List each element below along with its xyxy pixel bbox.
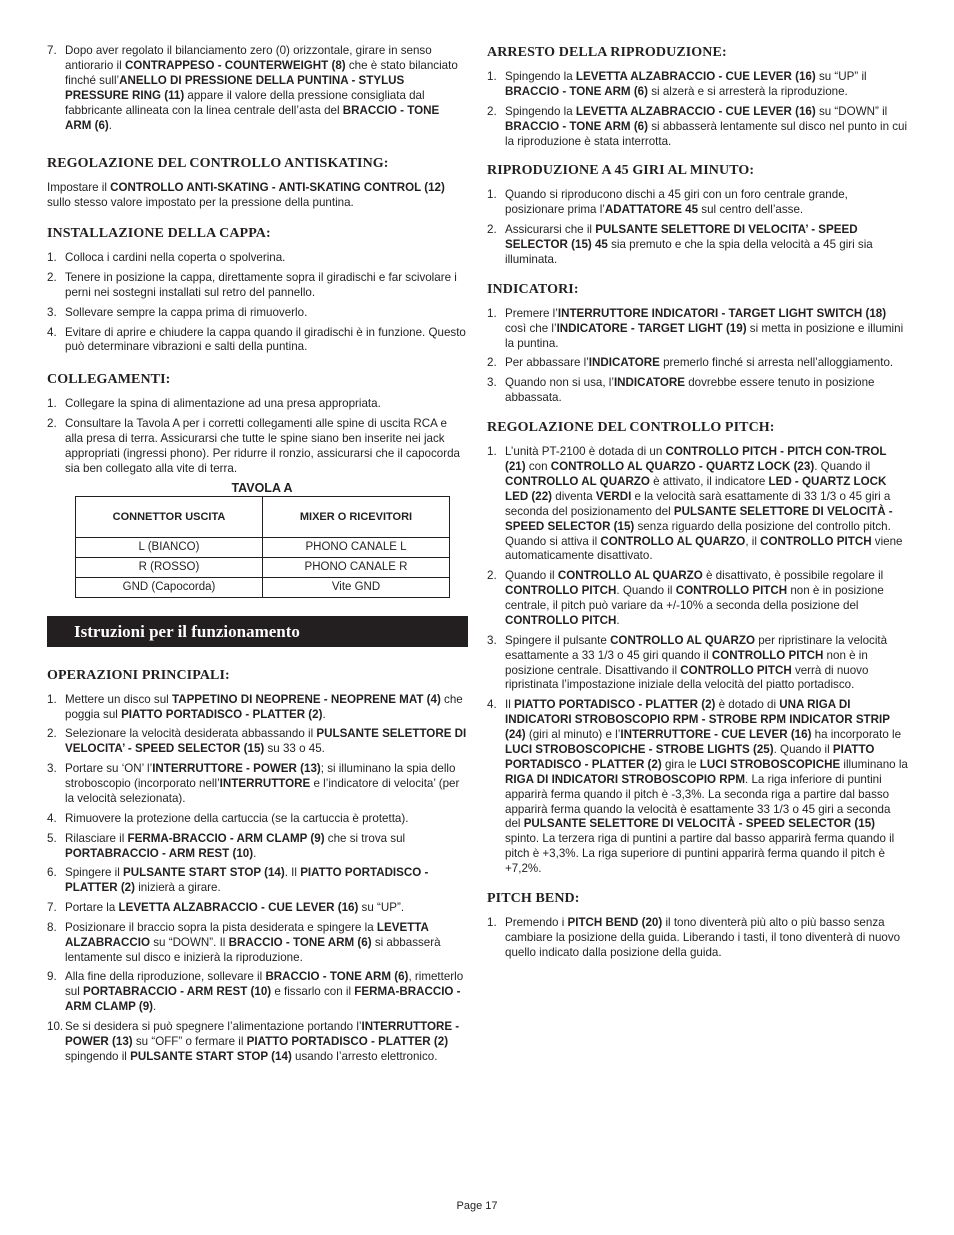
- list-item: [47, 812, 468, 827]
- list-item: [487, 634, 908, 694]
- item-text: Spingere il pulsante CONTROLLO AL QUARZO per ripristinare la velocità esattamente a 33 1/3 o 45 giri quando il CONTROLLO PITCH non è in posizione centrale. Disattivando il CONTROLLO PITCH verrà di nuovo ripristinata l’impostazione iniziale della velocità del piatto portadisco.: [505, 633, 888, 692]
- step-list: [487, 70, 908, 149]
- item-number: 2.: [47, 271, 57, 285]
- list-item: [47, 762, 468, 807]
- item-number: 1.: [47, 692, 57, 706]
- item-number: 3.: [47, 305, 57, 319]
- step-list: [487, 445, 908, 877]
- step-list: [487, 188, 908, 267]
- list-item: [487, 70, 908, 100]
- item-text: Il PIATTO PORTADISCO - PLATTER (2) è dotado di UNA RIGA DI INDICATORI STROBOSCOPIO RPM - STROBE RPM INDICATOR STRIP (24) (giri al minuto) e l’INTERRUTTORE - CUE LEVER (16) ha incorporato le LUCI STROBOSCOPICHE - STROBE LIGHTS (25). Quando il PIATTO PORTADISCO - PLATTER (2) gira le LUCI STROBOSCOPICHE illuminano la RIGA DI INDICATORI STROBOSCOPIO RPM. La riga inferiore di puntini apparirà ferma quando il pitch è -3,3%. La seconda riga a partire dal basso apparirà ferma quando la velocità è esattamente 33 1/3 o 45 giri a seconda del PULSANTE SELETTORE DI VELOCITÀ - SPEED SELECTOR (15) spinto. La terzera riga di puntini a partire dal basso apparirà ferma quando il pitch è +3,3%. La riga superiore di puntini apparirà ferma quando il pitch è +7,2%.: [505, 698, 908, 876]
- item-text: L’unità PT-2100 è dotada di un CONTROLLO PITCH - PITCH CON-TROL (21) con CONTROLLO AL QUARZO - QUARTZ LOCK (23). Quando il CONTROLLO AL QUARZO è attivato, il indicatore LED - QUARTZ LOCK LED (22) diventa VERDI e la velocità sarà esattamente di 33 1/3 o 45 giri a seconda del posizionamento del PULSANTE SELETTORE DI VELOCITÀ - SPEED SELECTOR (15) senza riguardo della posizione del controllo pitch. Quando si attiva il CONTROLLO AL QUARZO, il CONTROLLO PITCH viene automaticamente disattivato.: [505, 445, 903, 563]
- item-number: 7.: [47, 901, 57, 914]
- item-text: Colloca i cardini nella coperta o spolverina.: [65, 251, 286, 265]
- item-text: Quando si riproducono dischi a 45 giri con un foro centrale grande, posizionare prima l’ADATTATORE 45 sul centro dell’asse.: [505, 188, 848, 217]
- item-text: Quando non si usa, l’INDICATORE dovrebbe essere tenuto in posizione abbassata.: [505, 376, 875, 405]
- list-item: [487, 376, 908, 406]
- item-number: 4.: [47, 811, 57, 825]
- item-text: Premere l’INTERRUTTORE INDICATORI - TARGET LIGHT SWITCH (18) così che l’INDICATORE - TARGET LIGHT (19) si metta in posizione e illumini la puntina.: [505, 306, 904, 350]
- bend-section: [487, 890, 908, 961]
- item-number: 8.: [47, 920, 57, 934]
- section-heading: INDICATORI:: [487, 281, 579, 297]
- item-number: 1.: [487, 306, 497, 320]
- list-item: [47, 693, 468, 723]
- item-number: 2.: [487, 569, 497, 583]
- table-header-cell: MIXER O RICEVITORI: [263, 496, 450, 537]
- item-text: Dopo aver regolato il bilanciamento zero (0) orizzontale, girare in senso antiorario il CONTRAPPESO - COUNTERWEIGHT (8) che è stato bilanciato finché sull’ANELLO DI PRESSIONE DELLA PUNTINA - STYLUS PRESSURE RING (11) appare il valore della pressione consigliata dal fabbricante allineata con la linea centrale dell’asta del BRACCIO - TONE ARM (6).: [65, 44, 458, 132]
- list-item: [487, 223, 908, 268]
- list-item: [47, 44, 468, 133]
- list-item: [487, 569, 908, 629]
- table-cell: PHONO CANALE R: [263, 557, 450, 577]
- table-cell: L (BIANCO): [76, 537, 263, 557]
- item-number: 1.: [487, 188, 497, 202]
- item-number: 3.: [487, 376, 497, 390]
- list-item: [47, 251, 468, 266]
- section-heading: REGOLAZIONE DEL CONTROLLO PITCH:: [487, 420, 775, 436]
- item-text: Per abbassare l’INDICATORE premerlo finché si arresta nell’alloggiamento.: [505, 356, 894, 370]
- item-number: 2.: [487, 356, 497, 370]
- item-number: 3.: [47, 762, 57, 776]
- item-text: Assicurarsi che il PULSANTE SELETTORE DI VELOCITA’ - SPEED SELECTOR (15) 45 sia premuto e che la spia della velocità a 45 giri sia illuminata.: [505, 223, 873, 266]
- list-item: [47, 866, 468, 896]
- list-item: [47, 1020, 468, 1065]
- item-number: 2.: [487, 223, 497, 237]
- connection-table: [75, 496, 450, 598]
- list-item: [47, 901, 468, 916]
- item-text: Sollevare sempre la cappa prima di rimuoverlo.: [65, 305, 308, 319]
- item-number: 4.: [487, 698, 497, 712]
- list-item: [487, 698, 908, 877]
- list-item: [47, 417, 468, 477]
- item-text: Collegare la spina di alimentazione ad una presa appropriata.: [65, 397, 381, 411]
- item-text: Quando il CONTROLLO AL QUARZO è disattivato, è possibile regolare il CONTROLLO PITCH. Quando il CONTROLLO PITCH non è in posizione centrale, il pitch può variare da +/-10% a seconda della posizione del CONTROLLO PITCH.: [505, 569, 884, 627]
- section-heading: REGOLAZIONE DEL CONTROLLO ANTISKATING:: [47, 156, 389, 172]
- list-item: [47, 727, 468, 757]
- indicatori-section: [487, 281, 908, 406]
- item-number: 1.: [487, 445, 497, 459]
- section-heading: PITCH BEND:: [487, 891, 580, 907]
- left-column: [47, 44, 468, 1065]
- item-text: Posizionare il braccio sopra la pista desiderata e spingere la LEVETTA ALZABRACCIO su “DOWN”. Il BRACCIO - TONE ARM (6) si abbasserà lentamente sul disco e inizierà la riproduzione.: [65, 920, 441, 964]
- right-column: [487, 44, 908, 961]
- step-list: [47, 397, 468, 476]
- list-item: [47, 921, 468, 966]
- list-item: [47, 271, 468, 301]
- cappa-section: [47, 225, 468, 355]
- giri45-section: [487, 162, 908, 267]
- item-number: 1.: [487, 916, 497, 930]
- arresto-section: [487, 44, 908, 149]
- item-number: 2.: [47, 727, 57, 741]
- item-text: Consultare la Tavola A per i corretti collegamenti alle spine di uscita RCA e alla presa di terra. Assicurarsi che tutte le spine siano ben inserite nei jack appropriati (ingressi phono). Per ridurre il ronzio, assicurarsi che il capocorda sia ben collegato alla vite di terra.: [65, 417, 461, 475]
- operazioni-section: [47, 667, 468, 1065]
- item-text: Se si desidera si può spegnere l’alimentazione portando l’INTERRUTTORE - POWER (13) su “OFF” o fermare il PIATTO PORTADISCO - PLATTER (2) spingendo il PULSANTE START STOP (14) usando l’arresto elettronico.: [65, 1020, 460, 1063]
- section-heading: OPERAZIONI PRINCIPALI:: [47, 667, 230, 683]
- item-text: Spingendo la LEVETTA ALZABRACCIO - CUE LEVER (16) su “UP” il BRACCIO - TONE ARM (6) si alzerà e si arresterà la riproduzione.: [505, 70, 867, 98]
- step-list: [47, 693, 468, 1065]
- list-item: [47, 832, 468, 862]
- list-item: [47, 970, 468, 1015]
- item-number: 10.: [47, 1020, 64, 1034]
- list-item: [47, 306, 468, 321]
- section-banner: Istruzioni per il funzionamento: [47, 616, 468, 647]
- item-number: 9.: [47, 970, 57, 984]
- table-cell: GND (Capocorda): [76, 577, 263, 597]
- section-heading: RIPRODUZIONE A 45 GIRI AL MINUTO:: [487, 163, 755, 179]
- list-item: [487, 307, 908, 352]
- list-item: [487, 445, 908, 564]
- collegamenti-section: [47, 371, 468, 476]
- list-item: [487, 188, 908, 218]
- list-item: [487, 356, 908, 371]
- step-list: [487, 916, 908, 961]
- list-item: [47, 397, 468, 412]
- table-cell: PHONO CANALE L: [263, 537, 450, 557]
- table-cell: R (ROSSO): [76, 557, 263, 577]
- item-number: 1.: [47, 397, 57, 411]
- item-number: 2.: [487, 104, 497, 118]
- table-row: [76, 557, 450, 577]
- item-text: Premendo i PITCH BEND (20) il tono diventerà più alto o più basso senza cambiare la posizione della guida. Liberando i tasti, il tono diventerà di nuovo quello indicato dalla posizione della guida.: [505, 916, 901, 959]
- item-number: 6.: [47, 866, 57, 880]
- step-list: [47, 44, 468, 133]
- section-heading: ARRESTO DELLA RIPRODUZIONE:: [487, 45, 727, 60]
- item-number: 3.: [487, 633, 497, 647]
- antiskating-text: Impostare il CONTROLLO ANTI-SKATING - ANTI-SKATING CONTROL (12) sullo stesso valore impostato per la pressione della puntina.: [47, 181, 445, 210]
- list-item: [47, 326, 468, 356]
- item-text: Mettere un disco sul TAPPETINO DI NEOPRENE - NEOPRENE MAT (4) che poggia sul PIATTO PORTADISCO - PLATTER (2).: [65, 692, 463, 721]
- table-row: [76, 577, 450, 597]
- table-header-cell: CONNETTOR USCITA: [76, 496, 263, 537]
- item-text: Rilasciare il FERMA-BRACCIO - ARM CLAMP (9) che si trova sul PORTABRACCIO - ARM REST (10).: [65, 831, 406, 860]
- antiskating-section: [47, 155, 468, 211]
- item-number: 7.: [47, 44, 57, 57]
- section-heading: INSTALLAZIONE DELLA CAPPA:: [47, 226, 271, 242]
- item-text: Portare su ‘ON’ l’INTERRUTTORE - POWER (13); si illuminano la spia dello stroboscopio (incorporato nell’INTERRUTTORE e l’indicatore di velocita’ (per la velocità selezionata).: [65, 762, 460, 805]
- item-number: 5.: [47, 831, 57, 845]
- item-number: 1.: [487, 70, 497, 83]
- item-text: Evitare di aprire e chiudere la cappa quando il giradischi è in funzione. Questo può determinare vibrazioni e salti della puntina.: [65, 325, 466, 354]
- section-heading: COLLEGAMENTI:: [47, 372, 171, 388]
- item-text: Spingendo la LEVETTA ALZABRACCIO - CUE LEVER (16) su “DOWN” il BRACCIO - TONE ARM (6) si abbasserà lentamente sul disco nel punto in cui la riproduzione è stata interrotta.: [505, 104, 908, 148]
- pitch-section: [487, 419, 908, 877]
- item-text: Rimuovere la protezione della cartuccia (se la cartuccia è protetta).: [65, 811, 409, 825]
- step-list: [47, 251, 468, 355]
- item-number: 2.: [47, 417, 57, 431]
- table-row: [76, 537, 450, 557]
- item-number: 4.: [47, 325, 57, 339]
- step-list: [487, 307, 908, 406]
- table-cell: Vite GND: [263, 577, 450, 597]
- item-text: Portare la LEVETTA ALZABRACCIO - CUE LEVER (16) su “UP”.: [65, 901, 405, 914]
- list-item: [487, 916, 908, 961]
- item-text: Tenere in posizione la cappa, direttamente sopra il giradischi e far scivolare i perni nei sostegni installati sul retro del pannello.: [65, 271, 457, 299]
- table-caption: TAVOLA A: [231, 480, 293, 495]
- item-number: 1.: [47, 251, 57, 265]
- item-text: Alla fine della riproduzione, sollevare il BRACCIO - TONE ARM (6), rimetterlo sul PORTABRACCIO - ARM REST (10) e fissarlo con il FERMA-BRACCIO - ARM CLAMP (9).: [65, 970, 464, 1014]
- table-header-row: [76, 496, 450, 537]
- list-item: [487, 105, 908, 150]
- page-number: Page 17: [456, 1200, 498, 1212]
- item-text: Spingere il PULSANTE START STOP (14). Il PIATTO PORTADISCO - PLATTER (2) inizierà a girare.: [65, 866, 429, 895]
- item-text: Selezionare la velocità desiderata abbassando il PULSANTE SELETTORE DI VELOCITA’ - SPEED SELECTOR (15) su 33 o 45.: [65, 727, 467, 756]
